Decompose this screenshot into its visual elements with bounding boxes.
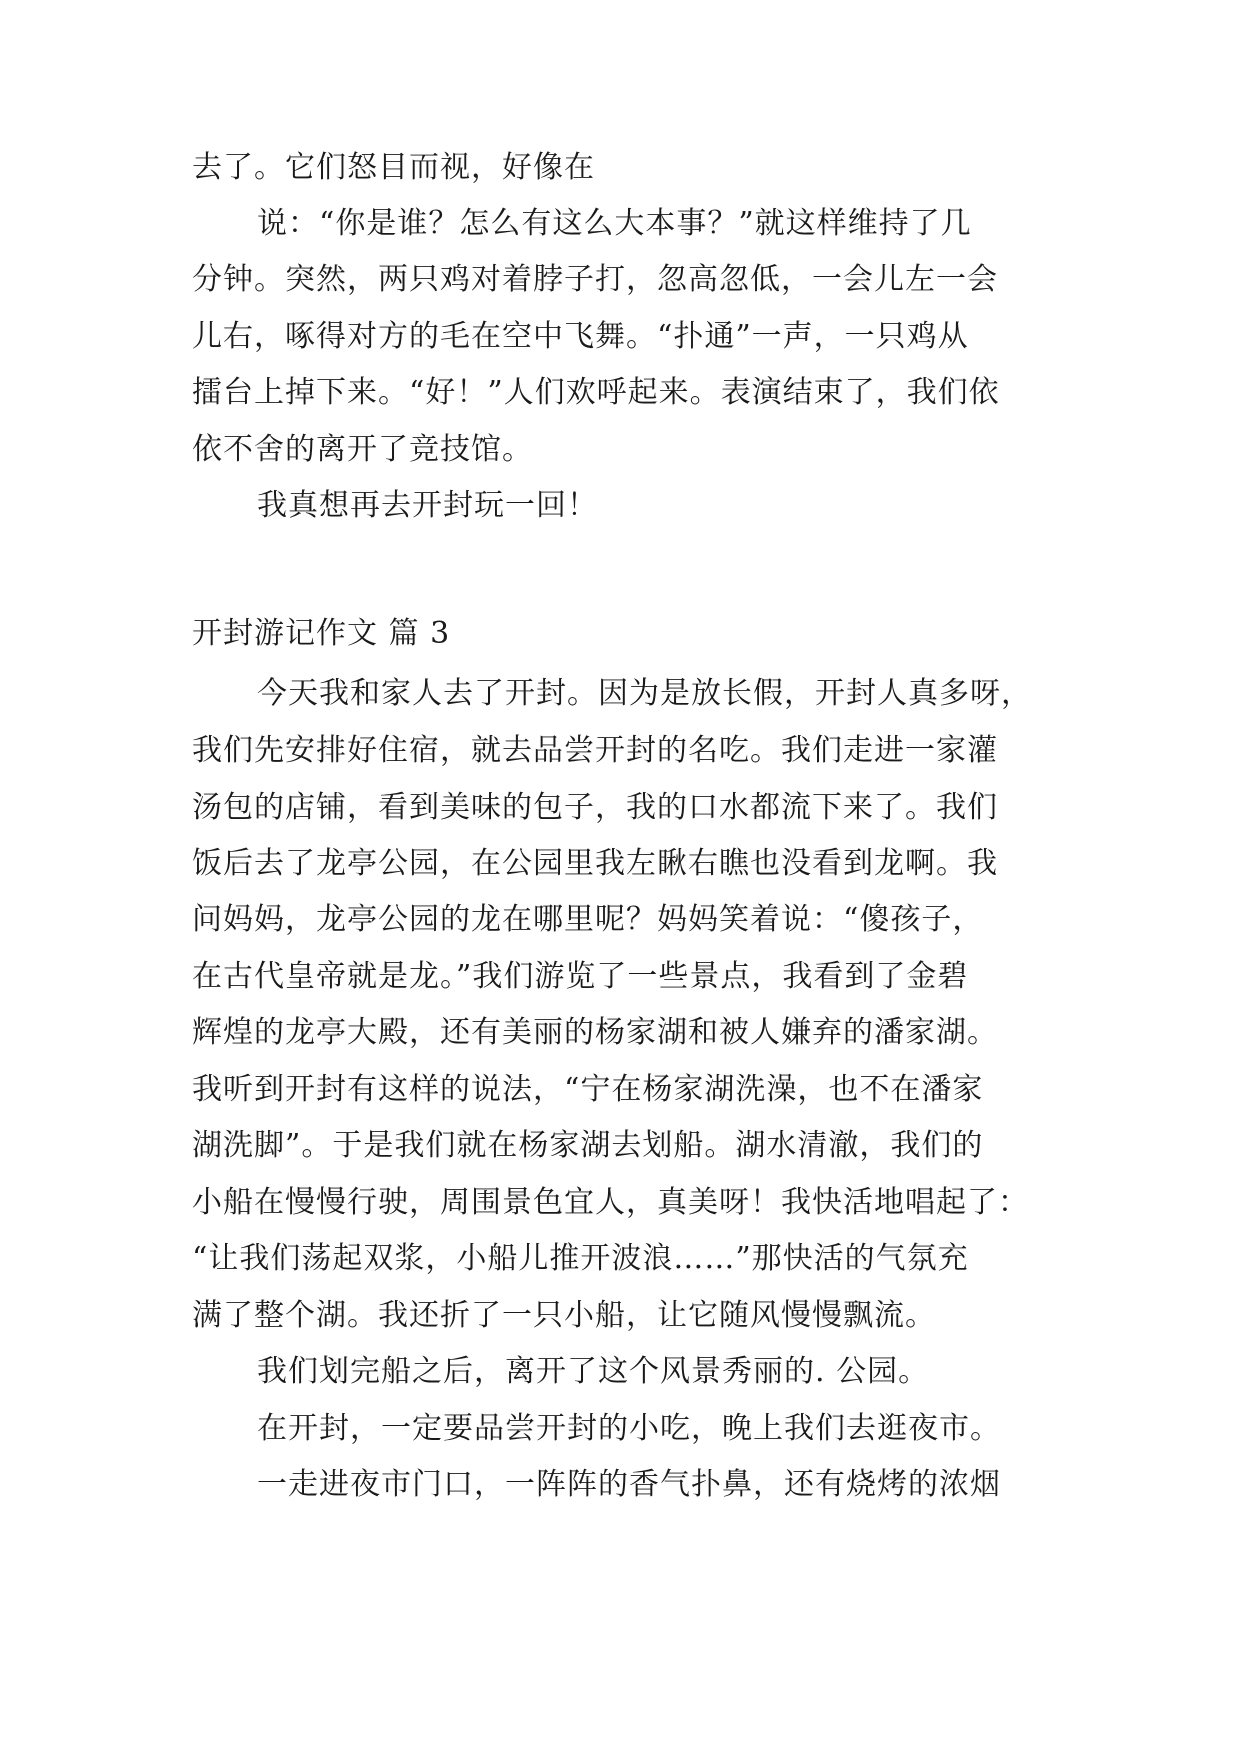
text-line: 湖洗脚”。于是我们就在杨家湖去划船。湖水清澈，我们的	[192, 1128, 984, 1163]
text-line: 去了。它们怒目而视，好像在	[192, 150, 595, 185]
text-line: 在开封，一定要品尝开封的小吃，晚上我们去逛夜市。	[257, 1411, 1001, 1446]
text-line: 汤包的店铺，看到美味的包子，我的口水都流下来了。我们	[192, 790, 998, 825]
text-line: “让我们荡起双浆，小船儿推开波浪……”那快活的气氛充	[192, 1241, 969, 1276]
text-line: 分钟。突然，两只鸡对着脖子打，忽高忽低，一会儿左一会	[192, 262, 998, 297]
text-line: 我听到开封有这样的说法，“宁在杨家湖洗澡，也不在潘家	[192, 1072, 984, 1107]
text-line: 说：“你是谁？怎么有这么大本事？”就这样维持了几	[257, 206, 972, 241]
text-line: 我们先安排好住宿，就去品尝开封的名吃。我们走进一家灌	[192, 733, 998, 768]
text-line: 一走进夜市门口，一阵阵的香气扑鼻，还有烧烤的浓烟	[257, 1467, 1001, 1502]
section-heading: 开封游记作文 篇 3	[192, 616, 451, 651]
text-line: 小船在慢慢行驶，周围景色宜人，真美呀！我快活地唱起了：	[192, 1185, 1029, 1220]
text-line: 我真想再去开封玩一回！	[257, 488, 598, 523]
text-line: 满了整个湖。我还折了一只小船，让它随风慢慢飘流。	[192, 1298, 936, 1333]
text-line: 依不舍的离开了竞技馆。	[192, 432, 533, 467]
text-line: 我们划完船之后，离开了这个风景秀丽的. 公园。	[257, 1354, 930, 1389]
text-line: 在古代皇帝就是龙。”我们游览了一些景点，我看到了金碧	[192, 959, 969, 994]
text-line: 今天我和家人去了开封。因为是放长假，开封人真多呀，	[257, 676, 1032, 711]
text-line: 饭后去了龙亭公园，在公园里我左瞅右瞧也没看到龙啊。我	[192, 846, 998, 881]
text-line: 问妈妈，龙亭公园的龙在哪里呢？妈妈笑着说：“傻孩子，	[192, 902, 984, 937]
text-line: 擂台上掉下来。“好！”人们欢呼起来。表演结束了，我们依	[192, 375, 1000, 410]
text-line: 儿右，啄得对方的毛在空中飞舞。“扑通”一声，一只鸡从	[192, 319, 969, 354]
text-line: 辉煌的龙亭大殿，还有美丽的杨家湖和被人嫌弃的潘家湖。	[192, 1015, 998, 1050]
